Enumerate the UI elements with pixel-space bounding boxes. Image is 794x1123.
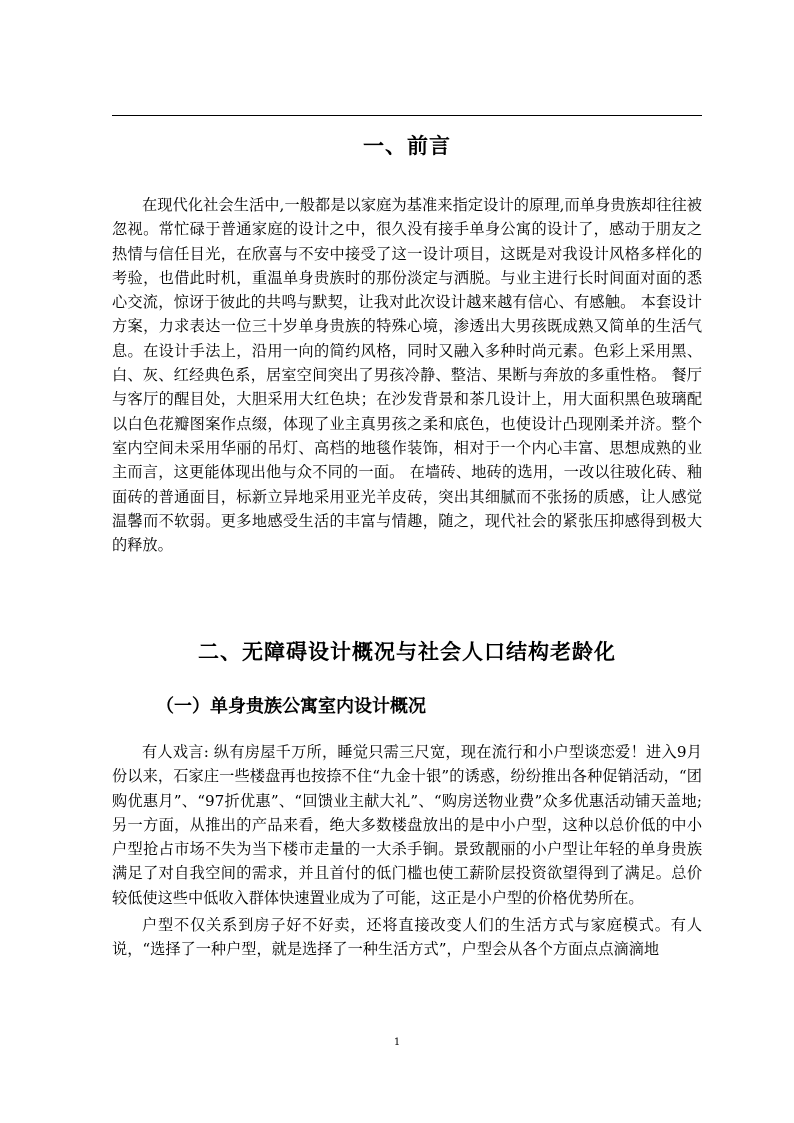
section-title-preface: 一、前言	[363, 134, 451, 158]
header-rule	[112, 115, 702, 116]
section-title-accessibility: 二、无障碍设计概况与社会人口结构老龄化	[198, 640, 616, 664]
subsection-paragraph-2: 户型不仅关系到房子好不好卖，还将直接改变人们的生活方式与家庭模式。有人说，“选择了一种户型，就是选择了一种生活方式”，户型会从各个方面点点滴滴地	[112, 916, 702, 959]
subsection-title: （一）单身贵族公寓室内设计概况	[156, 696, 426, 717]
preface-paragraph: 在现代化社会生活中,一般都是以家庭为基准来指定设计的原理,而单身贵族却往往被忽视。常忙碌于普通家庭的设计之中，很久没有接手单身公寓的设计了，感动于朋友之热情与信任目光，在欣喜与不安中接受了这一设计项目，这既是对我设计风格多样化的考验，也借此时机，重温单身贵族时的那份淡定与洒脱。与业主进行长时间面对面的悉心交流，惊讶于彼此的共鸣与默契，让我对此次设计越来越有信心、有感触。 本套设计方案，力求表达一位三十岁单身贵族的特殊心境，渗透出大男孩既成熟又简单的生活气息。在设计手法上，沿用一向的简约风格，同时又融入多种时尚元素。色彩上采用黑、白、灰、红经典色系，居室空间突出了男孩冷静、整洁、果断与奔放的多重性格。 餐厅与客厅的醒目处，大胆采用大红色块；在沙发背景和茶几设计上，用大面积黑色玻璃配以白色花瓣图案作点缀，体现了业主真男孩之柔和底色，也使设计凸现刚柔并济。整个室内空间未采用华丽的吊灯、高档的地毯作装饰，相对于一个内心丰富、思想成熟的业主而言，这更能体现出他与众不同的一面。 在墙砖、地砖的选用，一改以往玻化砖、釉面砖的普通面目，标新立异地采用亚光羊皮砖，突出其细腻而不张扬的质感，让人感觉温馨而不软弱。更多地感受生活的丰富与情趣，随之，现代社会的紧张压抑感得到极大的释放。	[112, 196, 702, 555]
page-number: 1	[393, 1037, 401, 1048]
subsection-paragraph-1: 有人戏言: 纵有房屋千万所，睡觉只需三尺宽，现在流行和小户型谈恋爱！进入9月份以来，石家庄一些楼盘再也按捺不住“九金十银”的诱惑，纷纷推出各种促销活动，“团购优惠月”、“97折优惠”、“回馈业主献大礼”、“购房送物业费”众多优惠活动铺天盖地; 另一方面，从推出的产品来看，绝大多数楼盘放出的是中小户型，这种以总价低的中小户型抢占市场不失为当下楼市走量的一大杀手锏。景致靓丽的小户型让年轻的单身贵族满足了对自我空间的需求，并且首付的低门槛也使工薪阶层投资欲望得到了满足。总价较低使这些中低收入群体快速置业成为了可能，这正是小户型的价格优势所在。	[112, 743, 702, 907]
